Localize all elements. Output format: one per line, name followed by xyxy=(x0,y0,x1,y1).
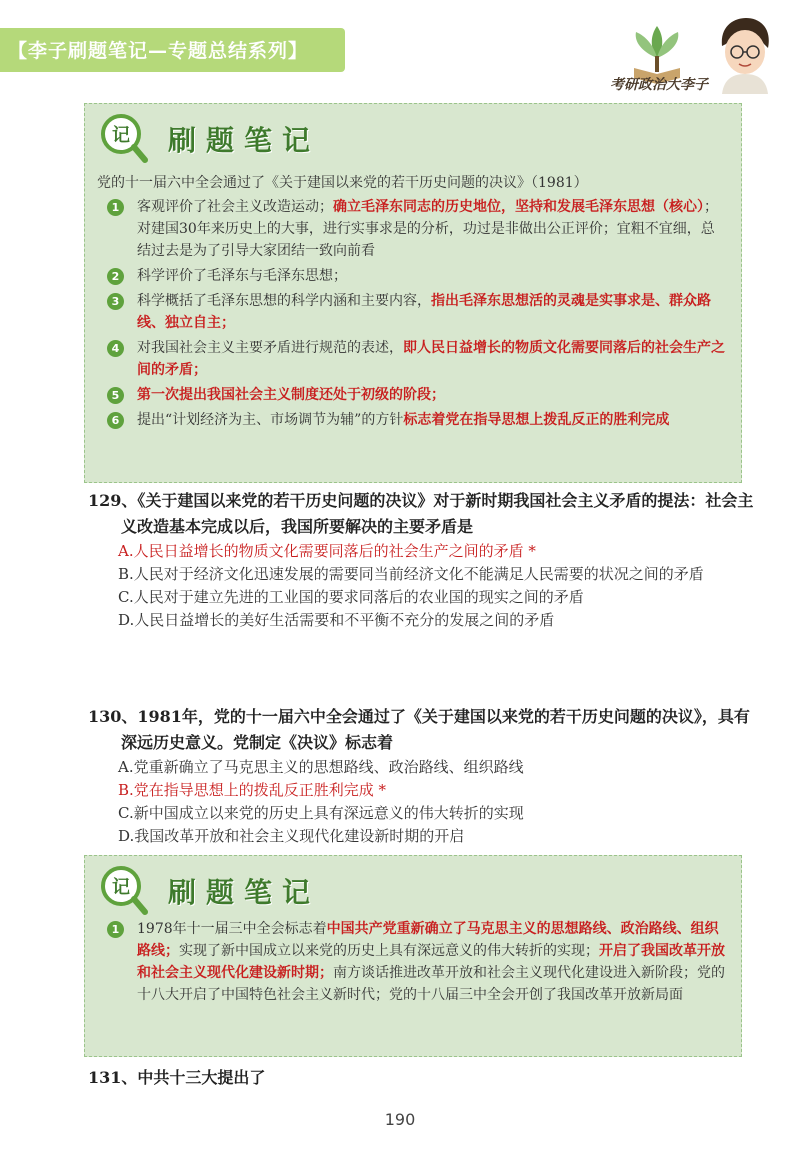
option-d[interactable]: D.我国改革开放和社会主义现代化建设新时期的开启 xyxy=(118,827,465,845)
study-note-2 xyxy=(84,855,742,1057)
question-131 xyxy=(88,1065,760,1091)
item-text: 科学概括了毛泽东思想的科学内涵和主要内容， xyxy=(137,293,431,309)
note-list xyxy=(107,196,727,434)
item-text: 提出“计划经济为主、市场调节为辅”的方针 xyxy=(137,412,404,428)
question-stem: 129、《关于建国以来党的若干历史问题的决议》对于新时期我国社会主义矛盾的提法：社会主义改造基本完成以后，我国所要解决的主要矛盾是 xyxy=(88,491,754,536)
item-number: 4 xyxy=(107,340,124,357)
option-a[interactable]: A.人民日益增长的物质文化需要同落后的社会生产之间的矛盾 * xyxy=(118,542,536,560)
note-title: 刷题笔记 xyxy=(168,876,321,909)
item-highlight: 标志着党在指导思想上拨乱反正的胜利完成 xyxy=(403,412,670,428)
series-title: 【李子刷题笔记—专题总结系列】 xyxy=(8,40,309,62)
item-highlight: 开启了我国改革开放和社会主义现代化建设新时期； xyxy=(137,943,725,981)
option-b[interactable]: B.人民对于经济文化迅速发展的需要同当前经济文化不能满足人民需要的状况之间的矛盾 xyxy=(118,565,704,583)
series-banner xyxy=(0,28,345,72)
note-header xyxy=(85,856,741,918)
item-text: 科学评价了毛泽东与毛泽东思想； xyxy=(137,268,347,284)
option-a[interactable]: A.党重新确立了马克思主义的思想路线、政治路线、组织路线 xyxy=(118,758,524,776)
svg-text:记: 记 xyxy=(112,877,130,898)
item-text: ；对建国30年来历史上的大事，进行实事求是的分析，功过是非做出公正评价；宜粗不宜细，总结过去是为了引导大家团结一致向前看 xyxy=(137,199,718,259)
option-b[interactable]: B.党在指导思想上的拨乱反正胜利完成 * xyxy=(118,781,387,799)
item-highlight: 指出毛泽东思想活的灵魂是实事求是、群众路线、独立自主； xyxy=(137,293,711,331)
item-number: 1 xyxy=(107,921,124,938)
item-highlight: 即人民日益增长的物质文化需要同落后的社会生产之间的矛盾； xyxy=(137,340,725,378)
author-avatar-icon xyxy=(714,16,776,94)
svg-text:记: 记 xyxy=(112,125,130,146)
note-item xyxy=(107,918,727,1006)
item-number: 5 xyxy=(107,387,124,404)
item-number: 3 xyxy=(107,293,124,310)
note-intro: 党的十一届六中全会通过了《关于建国以来党的若干历史问题的决议》（1981） xyxy=(97,175,588,191)
question-stem: 131、中共十三大提出了 xyxy=(88,1068,266,1087)
note-magnifier-icon xyxy=(97,112,149,164)
page-number: 190 xyxy=(384,1110,416,1129)
question-130 xyxy=(88,704,760,848)
note-item xyxy=(107,290,727,334)
item-number: 1 xyxy=(107,199,124,216)
item-highlight: 中国共产党重新确立了马克思主义的思想路线、政治路线、组织路线； xyxy=(137,921,719,959)
item-text: 客观评价了社会主义改造运动； xyxy=(137,199,333,215)
option-d[interactable]: D.人民日益增长的美好生活需要和不平衡不充分的发展之间的矛盾 xyxy=(118,611,555,629)
item-text: 对我国社会主义主要矛盾进行规范的表述， xyxy=(137,340,403,356)
item-text: 实现了新中国成立以来党的历史上具有深远意义的伟大转折的实现； xyxy=(179,943,599,959)
note-item xyxy=(107,409,727,431)
note-item xyxy=(107,337,727,381)
question-129 xyxy=(88,488,760,632)
item-number: 2 xyxy=(107,268,124,285)
brand-name: 考研政治大李子 xyxy=(610,77,708,93)
item-highlight: 第一次提出我国社会主义制度还处于初级的阶段； xyxy=(137,387,445,403)
option-c[interactable]: C.人民对于建立先进的工业国的要求同落后的农业国的现实之间的矛盾 xyxy=(118,588,584,606)
study-note-1 xyxy=(84,103,742,483)
question-stem: 130、1981年，党的十一届六中全会通过了《关于建国以来党的若干历史问题的决议》，具有深远历史意义。党制定《决议》标志着 xyxy=(88,707,750,752)
note-item xyxy=(107,384,727,406)
note-magnifier-icon xyxy=(97,864,149,916)
item-highlight: 确立毛泽东同志的历史地位，坚持和发展毛泽东思想（核心） xyxy=(333,199,704,215)
item-text: 南方谈话推进改革开放和社会主义现代化建设进入新阶段；党的十八大开启了中国特色社会主义新时代；党的十八届三中全会开创了我国改革开放新局面 xyxy=(137,965,725,1003)
note-item xyxy=(107,265,727,287)
note-item xyxy=(107,196,727,262)
option-c[interactable]: C.新中国成立以来党的历史上具有深远意义的伟大转折的实现 xyxy=(118,804,524,822)
item-number: 6 xyxy=(107,412,124,429)
note-title: 刷题笔记 xyxy=(168,124,321,157)
note-header xyxy=(85,104,741,166)
item-text: 1978年十一届三中全会标志着 xyxy=(137,921,327,937)
note-list xyxy=(107,918,727,1009)
